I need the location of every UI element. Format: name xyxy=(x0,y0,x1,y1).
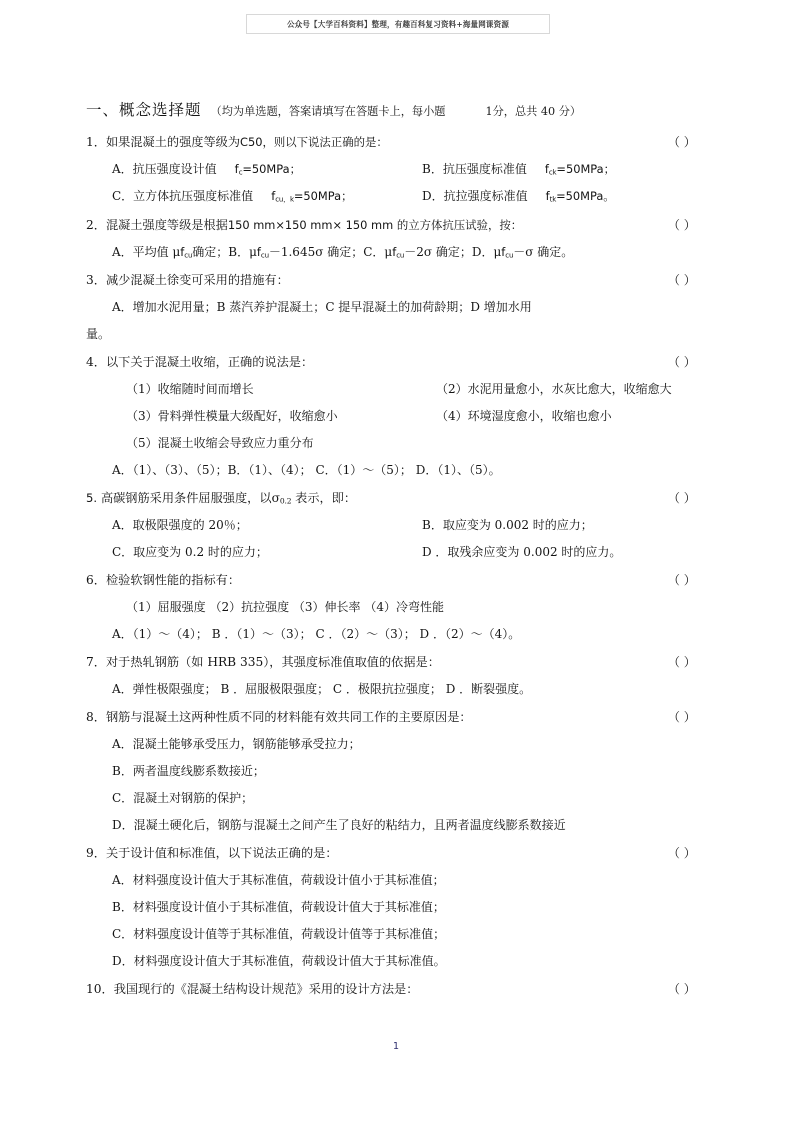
question-10-stem xyxy=(86,980,708,997)
q2-stem-a: 混凝土强度等级是根据 xyxy=(105,217,228,232)
question-1-options-row2 xyxy=(86,187,708,205)
question-3-stem xyxy=(86,271,708,288)
section-heading xyxy=(86,98,708,120)
q9-answer-bracket[interactable]: （ ） xyxy=(667,845,696,860)
question-8-stem xyxy=(86,708,708,725)
q9-option-a[interactable]: A．材料强度设计值大于其标准值，荷载设计值小于其标准值； xyxy=(112,872,445,887)
q6-answer-bracket[interactable]: （ ） xyxy=(667,572,696,587)
question-9-stem xyxy=(86,844,708,861)
q5-option-b[interactable]: B．取应变为 0.002 时的应力； xyxy=(422,517,593,532)
section-note xyxy=(211,103,582,119)
q2-answer-bracket[interactable]: （ ） xyxy=(667,217,696,232)
q4-number: 4． xyxy=(86,354,106,369)
q8-option-b[interactable]: B．两者温度线膨系数接近； xyxy=(112,763,265,778)
section-title: 概念选择题 xyxy=(119,101,202,119)
q2-option-b[interactable]: B．$\mu f_{cu}-1.645\sigma$ 确定； xyxy=(228,244,364,260)
q4-stem: 以下关于混凝土收缩，正确的说法是： xyxy=(105,354,314,369)
q3-stem: 减少混凝土徐变可采用的措施有： xyxy=(105,272,289,287)
question-4-stem xyxy=(86,353,708,370)
q3-option-a[interactable]: A．增加水泥用量； xyxy=(112,299,217,314)
watermark-text: 公众号【大学百科资料】整理，有趣百科复习资料+海量网课资源 xyxy=(286,19,510,29)
q4-item-5: （5）混凝土收缩会导致应力重分布 xyxy=(126,435,314,450)
q8-answer-bracket[interactable]: （ ） xyxy=(667,709,696,724)
question-7-stem xyxy=(86,653,708,670)
question-1-options-row1 xyxy=(86,160,708,177)
section-number: 一、 xyxy=(86,101,120,119)
q1-stem-b: C50，则以下说法正确的是： xyxy=(240,135,388,149)
question-4-items-row1 xyxy=(86,380,708,397)
q8-option-d[interactable]: D．混凝土硬化后，钢筋与混凝土之间产生了良好的粘结力，且两者温度线膨系数接近 xyxy=(112,817,566,832)
q9-option-c[interactable]: C．材料强度设计值等于其标准值，荷载设计值等于其标准值； xyxy=(112,926,446,941)
q3-answer-bracket[interactable]: （ ） xyxy=(667,272,696,287)
q5-stem-b: 表示，即： xyxy=(295,490,357,505)
q9-number: 9． xyxy=(86,845,106,860)
q4-answer-bracket[interactable]: （ ） xyxy=(667,354,696,369)
q3-option-b[interactable]: B 蒸汽养护混凝土； xyxy=(216,299,326,314)
q9-option-d[interactable]: D．材料强度设计值大于其标准值，荷载设计值大于其标准值。 xyxy=(112,953,446,968)
q4-item-3: （3）骨料弹性模量大级配好，收缩愈小 xyxy=(126,408,338,423)
question-1-stem xyxy=(86,133,708,150)
q5-option-a[interactable]: A．取极限强度的 20％； xyxy=(112,517,248,532)
q1-answer-bracket[interactable]: （ ） xyxy=(667,135,696,149)
q4-item-2: （2）水泥用量愈小，水灰比愈大，收缩愈大 xyxy=(436,381,672,396)
question-2-options xyxy=(86,243,708,260)
q8-stem: 钢筋与混凝土这两种性质不同的材料能有效共同工作的主要原因是： xyxy=(105,709,472,724)
q5-stem-symbol: $\sigma_{0.2}$ xyxy=(271,490,292,506)
q8-option-a[interactable]: A．混凝土能够承受压力，钢筋能够承受拉力； xyxy=(112,736,361,751)
q3-option-c[interactable]: C 提早混凝土的加荷龄期； xyxy=(325,299,471,314)
q1-stem-a: 如果混凝土的强度等级为 xyxy=(105,135,241,149)
q5-option-d[interactable]: D ．取残余应变为 0.002 时的应力。 xyxy=(422,544,622,559)
q4-item-4: （4）环境湿度愈小，收缩也愈小 xyxy=(436,408,612,423)
q5-stem-a: 高碳钢筋采用条件屈服强度，以 xyxy=(100,490,272,505)
section-note-score: 1分，总共 xyxy=(485,105,538,118)
question-6-stem xyxy=(86,571,708,588)
q10-answer-bracket[interactable]: （ ） xyxy=(667,981,696,996)
q7-answer-bracket[interactable]: （ ） xyxy=(667,654,696,669)
q1-option-d[interactable]: D．抗拉强度标准值 $f_{tk}=50MPa$。 xyxy=(422,189,615,204)
q7-number: 7． xyxy=(86,654,106,669)
page-number: 1 xyxy=(392,1041,400,1052)
q10-stem: 我国现行的《混凝土结构设计规范》采用的设计方法是： xyxy=(113,981,419,996)
section-note-prefix: （均为单选题，答案请填写在答题卡上，每小题 xyxy=(210,105,446,118)
watermark-banner xyxy=(246,14,550,34)
q2-option-a[interactable]: A．平均值 $\mu f_{cu}$确定； xyxy=(112,244,229,260)
q10-number: 10． xyxy=(86,981,114,996)
q1-option-b[interactable]: B．抗压强度标准值 $f_{ck}=50MPa$； xyxy=(422,162,615,177)
q3-option-d[interactable]: D 增加水用 xyxy=(470,299,532,314)
q8-number: 8． xyxy=(86,709,106,724)
q5-number: 5. xyxy=(86,490,98,505)
question-7-answers[interactable]: A．弹性极限强度； B ．屈服极限强度； C ．极限抗拉强度； D ．断裂强度。 xyxy=(112,681,532,696)
q6-stem: 检验软钢性能的指标有： xyxy=(105,572,241,587)
q9-option-b[interactable]: B．材料强度设计值小于其标准值，荷载设计值大于其标准值； xyxy=(112,899,445,914)
question-6-answers[interactable]: A．（1）～（4）； B ．（1）～（3）； C ．（2）～（3）； D ．（2）～（4）。 xyxy=(112,626,521,641)
q6-number: 6． xyxy=(86,572,106,587)
q4-item-1: （1）收缩随时间而增长 xyxy=(126,381,254,396)
question-5-stem xyxy=(86,489,708,506)
q5-answer-bracket[interactable]: （ ） xyxy=(667,490,696,505)
section-note-total: 40 分） xyxy=(540,105,582,118)
question-2-stem xyxy=(86,216,708,233)
q2-option-d[interactable]: D．$\mu f_{cu}-\sigma$ 确定。 xyxy=(471,244,574,260)
q1-number: 1． xyxy=(86,135,106,149)
question-5-options-row2 xyxy=(86,543,708,560)
q8-option-c[interactable]: C．混凝土对钢筋的保护； xyxy=(112,790,254,805)
question-3-options xyxy=(86,298,708,315)
document-content xyxy=(86,98,708,999)
question-6-items: （1）屈服强度 （2）抗拉强度 （3）伸长率 （4）冷弯性能 xyxy=(126,599,444,614)
question-4-items-row2 xyxy=(86,407,708,424)
q2-stem-b: 150 mm×150 mm× 150 mm 的立方体抗压试验，按： xyxy=(227,217,523,232)
q1-option-c[interactable]: C．立方体抗压强度标准值 $f_{cu,k}=50MPa$； xyxy=(112,189,353,204)
question-4-answers[interactable]: A．（1）、（3）、（5）；B．（1）、（4）； C．（1）～（5）； D．（1）、（5）。 xyxy=(112,462,501,477)
q3-number: 3． xyxy=(86,272,106,287)
q2-option-c[interactable]: C．$\mu f_{cu}-2\sigma$ 确定； xyxy=(363,244,472,260)
question-3-option-d-wrap: 量。 xyxy=(86,326,111,341)
q2-number: 2． xyxy=(86,217,106,232)
q7-stem: 对于热轧钢筋（如 HRB 335），其强度标准值取值的依据是： xyxy=(105,654,440,669)
q5-option-c[interactable]: C．取应变为 0.2 时的应力； xyxy=(112,544,268,559)
q9-stem: 关于设计值和标准值，以下说法正确的是： xyxy=(105,845,338,860)
question-5-options-row1 xyxy=(86,516,708,533)
q1-option-a[interactable]: A．抗压强度设计值 $f_c=50MPa$； xyxy=(112,162,301,177)
